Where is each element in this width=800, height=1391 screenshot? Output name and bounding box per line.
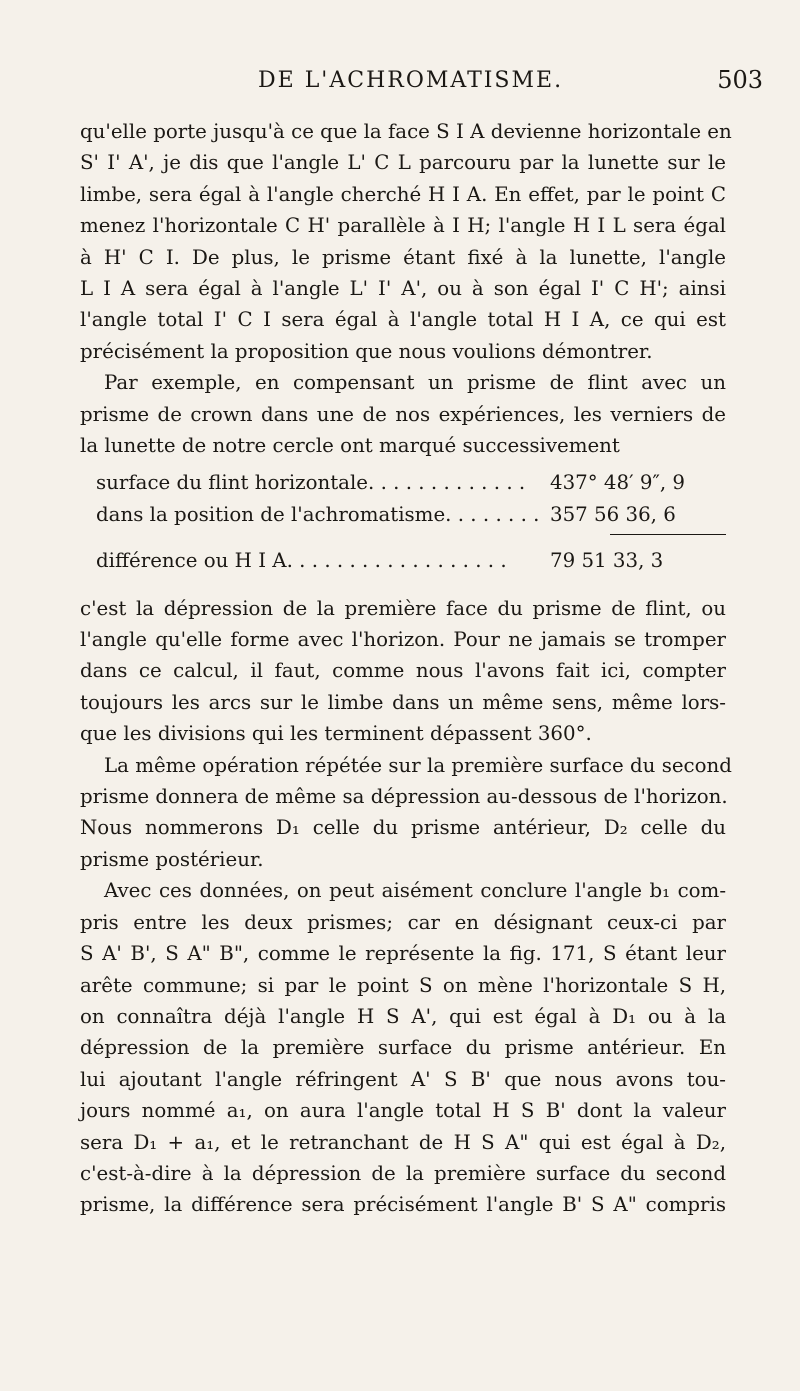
table-row-difference	[96, 545, 726, 576]
text-line: limbe, sera égal à l'angle cherché H I A. En effet, par le point C	[80, 182, 726, 206]
measurement-table	[80, 467, 726, 576]
text-line: pris entre les deux prismes; car en désignant ceux-ci par	[80, 910, 726, 934]
text-line: prisme de crown dans une de nos expériences, les verniers de	[80, 402, 726, 426]
table-label: dans la position de l'achromatisme. . . . . . . .	[96, 502, 540, 526]
text-line: Par exemple, en compensant un prisme de flint avec un	[104, 371, 726, 395]
table-value: 357 56 36, 6	[550, 502, 676, 526]
paragraph-2	[80, 367, 726, 461]
text-line: la lunette de notre cercle ont marqué successivement	[80, 434, 620, 458]
paragraph-1	[80, 116, 732, 367]
text-line: sera D₁ + a₁, et le retranchant de H S A" qui est égal à D₂,	[80, 1130, 726, 1154]
text-line: l'angle qu'elle forme avec l'horizon. Pour ne jamais se tromper	[80, 628, 726, 652]
text-line: prisme donnera de même sa dépression au-dessous de l'horizon.	[80, 785, 728, 809]
text-line: à H' C I. De plus, le prisme étant fixé à la lunette, l'angle	[80, 245, 726, 269]
text-line: toujours les arcs sur le limbe dans un même sens, même lors-	[80, 690, 726, 714]
text-line: Nous nommerons D₁ celle du prisme antérieur, D₂ celle du	[80, 816, 726, 840]
text-line: dans ce calcul, il faut, comme nous l'avons fait ici, compter	[80, 659, 726, 683]
text-line: que les divisions qui les terminent dépassent 360°.	[80, 722, 592, 746]
body-text	[80, 116, 732, 1221]
table-row	[96, 467, 726, 498]
text-line: l'angle total I' C I sera égal à l'angle total H I A, ce qui est	[80, 308, 726, 332]
text-line: S' I' A', je dis que l'angle L' C L parcouru par la lunette sur le	[80, 151, 726, 175]
text-line: Avec ces données, on peut aisément conclure l'angle b₁ com-	[104, 879, 726, 903]
text-line: arête commune; si par le point S on mène l'horizontale S H,	[80, 973, 726, 997]
page-number: 503	[717, 66, 763, 94]
table-value: 79 51 33, 3	[550, 549, 664, 573]
text-line: La même opération répétée sur la première surface du second	[104, 753, 732, 777]
text-line: c'est-à-dire à la dépression de la première surface du second	[80, 1161, 726, 1185]
text-line: qu'elle porte jusqu'à ce que la face S I A devienne horizontale en	[80, 120, 732, 143]
running-head: DE L'ACHROMATISME.	[258, 68, 564, 93]
text-line: précisément la proposition que nous voulions démontrer.	[80, 339, 653, 363]
paragraph-5	[80, 875, 726, 1220]
text-line: L I A sera égal à l'angle L' I' A', ou à son égal I' C H'; ainsi	[80, 277, 726, 301]
text-line: on connaîtra déjà l'angle H S A', qui est égal à D₁ ou à la	[80, 1004, 726, 1028]
paragraph-4	[80, 750, 732, 876]
text-line: prisme, la différence sera précisément l'angle B' S A" compris	[80, 1193, 726, 1217]
table-label: différence ou H I A. . . . . . . . . . . . . . . . . .	[96, 549, 507, 573]
text-line: S A' B', S A" B", comme le représente la fig. 171, S étant leur	[80, 942, 726, 966]
paragraph-3	[80, 593, 726, 750]
text-line: prisme postérieur.	[80, 847, 264, 871]
sum-rule	[610, 534, 726, 543]
text-line: jours nommé a₁, on aura l'angle total H S B' dont la valeur	[80, 1099, 726, 1123]
table-value: 437° 48′ 9″, 9	[550, 471, 686, 495]
text-line: dépression de la première surface du prisme antérieur. En	[80, 1036, 726, 1060]
text-line: lui ajoutant l'angle réfringent A' S B' que nous avons tou-	[80, 1067, 726, 1091]
text-line: menez l'horizontale C H' parallèle à I H; l'angle H I L sera égal	[80, 214, 726, 238]
table-label: surface du flint horizontale. . . . . . . . . . . . .	[96, 471, 526, 495]
page-header	[200, 58, 800, 98]
table-row	[96, 499, 726, 530]
text-line: c'est la dépression de la première face du prisme de flint, ou	[80, 596, 726, 620]
